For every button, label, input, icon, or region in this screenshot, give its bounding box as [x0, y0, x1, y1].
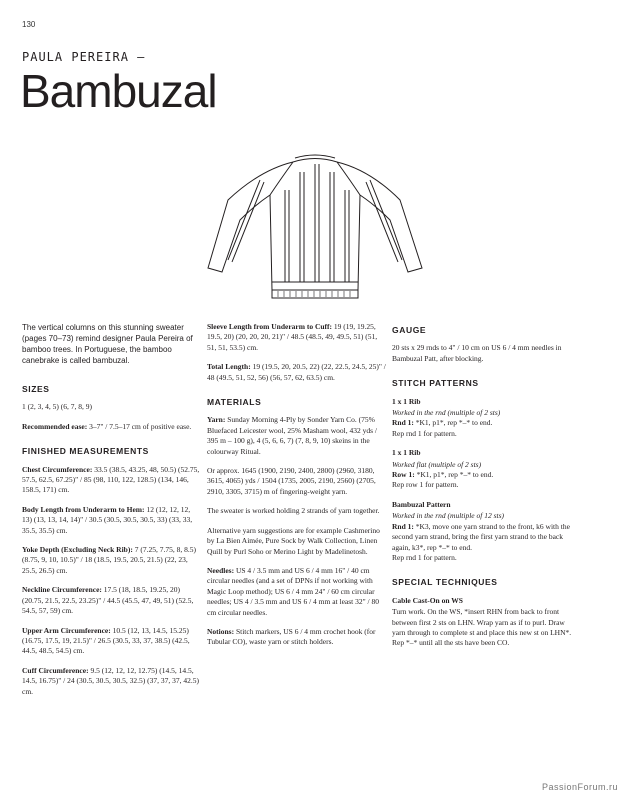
notions — [207, 627, 387, 648]
measurement-text: 9.5 (12, 12, 12, 12.75) (14.5, 14.5, 14.5, 16.75)" / 24 (30.5, 30.5, 30.5, 32.5) (37, 37, 37, 42.5) cm. — [22, 665, 200, 696]
row-label: Rnd 1: — [392, 418, 414, 428]
rib-round-rnd1 — [392, 418, 578, 428]
intro-text: The vertical columns on this stunning sweater (pages 70–73) remind designer Paula Pereira of bamboo trees. In Portuguese, the bamboo canebrake is called bambuzal. — [22, 323, 193, 365]
designer-name: PAULA PEREIRA — — [22, 50, 146, 64]
row-label: Row 1: — [392, 470, 415, 480]
rib-flat-worked: Worked flat (multiple of 2 sts) — [392, 459, 482, 469]
yarn — [207, 415, 387, 457]
notions-text: Stitch markers, US 6 / 4 mm crochet hook (for Tubular CO), waste yarn or stitch holders. — [207, 626, 376, 647]
bambuzal-pattern-repeat: Rep rnd 1 for pattern. — [392, 552, 457, 562]
materials-heading: MATERIALS — [207, 397, 262, 408]
sizes-list: 1 (2, 3, 4, 5) (6, 7, 8, 9) — [22, 402, 92, 412]
gauge-heading: GAUGE — [392, 325, 427, 335]
needles-label: Needles: — [207, 565, 235, 575]
measurement-text: 19 (19.5, 20, 20.5, 22) (22, 22.5, 24.5, 25)" / 48 (49.5, 51, 52, 56) (56, 57, 62, 63.5) cm. — [207, 362, 386, 382]
ease-label: Recommended ease: — [22, 421, 88, 431]
measurement-text: 33.5 (38.5, 43.25, 48, 50.5) (52.75, 57.5, 62.5, 67.25)" / 85 (98, 110, 122, 128.5) (134, 146, 158.5, 171) cm. — [22, 464, 200, 495]
measurement-label: Chest Circumference: — [22, 464, 93, 474]
yarn-text: Sunday Morning 4-Ply by Sonder Yarn Co. (75% Bluefaced Leicester wool, 25% Masham wool, 432 yds / 395 m – 100 g), 4 (5, 6, 6, 7) (7, 8, 9, 10) skeins in the colourway Ritual. — [207, 415, 377, 456]
page-number: 130 — [22, 20, 36, 29]
row-text: *K1, p1*, rep *–* to end. — [414, 470, 494, 480]
column-right — [392, 322, 578, 658]
rib-flat-row1 — [392, 470, 578, 480]
cable-cast-on-text: Turn work. On the WS, *insert RHN from back to front between first 2 sts on LHN. Wrap yarn as if to purl. Draw yarn through to complete st and place this new st on LHN*. Rep *–* until all the sts have been CO. — [392, 607, 572, 648]
rib-round-worked: Worked in the rnd (multiple of 2 sts) — [392, 408, 501, 418]
cuff-circumference — [22, 666, 202, 697]
rib-flat-title: 1 x 1 Rib — [392, 448, 421, 458]
yarn-approx: Or approx. 1645 (1900, 2190, 2400, 2800) (2960, 3180, 3615, 4065) yds / 1504 (1735, 2005, 2190, 2560) (2705, 2910, 3305, 3715) m of fingering-weight yarn. — [207, 466, 376, 496]
yoke-depth — [22, 545, 202, 576]
measurement-text: 19 (19, 19.25, 19.5, 20) (20, 20, 20, 21)" / 48.5 (48.5, 49, 49.5, 51) (51, 51, 51, 53.5) cm. — [207, 322, 378, 352]
measurement-label: Cuff Circumference: — [22, 665, 89, 675]
special-techniques-heading: SPECIAL TECHNIQUES — [392, 577, 498, 588]
gauge-text: 20 sts x 29 rnds to 4" / 10 cm on US 6 / 4 mm needles in Bambuzal Patt, after blocking. — [392, 343, 562, 363]
rib-round-repeat: Rep rnd 1 for pattern. — [392, 428, 457, 438]
needles — [207, 566, 387, 618]
upper-arm-circumference — [22, 626, 202, 657]
measurement-label: Sleeve Length from Underarm to Cuff: — [207, 322, 333, 331]
measurement-label: Yoke Depth (Excluding Neck Rib): — [22, 545, 133, 555]
cable-cast-on-title: Cable Cast-On on WS — [392, 595, 463, 605]
column-left — [22, 322, 202, 706]
chest-circumference — [22, 465, 202, 496]
finished-measurements-heading: FINISHED MEASUREMENTS — [22, 446, 149, 457]
recommended-ease — [22, 422, 202, 432]
strands-note: The sweater is worked holding 2 strands of yarn together. — [207, 506, 380, 516]
column-middle — [207, 322, 387, 657]
row-label: Rnd 1: — [392, 521, 414, 531]
alternative-yarns: Alternative yarn suggestions are for example Cashmerino by La Bien Aimée, Pure Sock by Walk Collection, Linen Quill by Purl Soho or Merino Light by Madelinetosh. — [207, 525, 380, 556]
sleeve-length — [207, 322, 387, 353]
measurement-label: Body Length from Underarm to Hem: — [22, 504, 145, 514]
pattern-title: Bambuzal — [20, 65, 217, 117]
row-text: *K1, p1*, rep *–* to end. — [413, 418, 493, 428]
neckline-circumference — [22, 585, 202, 616]
measurement-label: Neckline Circumference: — [22, 585, 102, 595]
measurement-text: 12 (12, 12, 12, 13) (13, 13, 14, 14)" / 30.5 (30.5, 30.5, 30.5, 33) (33, 33, 35.5, 35.5) cm. — [22, 504, 193, 535]
measurement-text: 17.5 (18, 18.5, 19.25, 20) (20.75, 21.5, 22.5, 23.25)" / 44.5 (45.5, 47, 49, 51) (52.5, 54.5, 57, 59) cm. — [22, 585, 194, 616]
measurement-text: 7 (7.25, 7.75, 8, 8.5) (8.75, 9, 10, 10.5)" / 18 (18.5, 19.5, 20.5, 21.5) (22, 23, 25.5, 26.5) cm. — [22, 545, 196, 575]
measurement-text: 10.5 (12, 13, 14.5, 15.25) (16.75, 17.5, 19, 21.5)" / 26.5 (30.5, 33, 37, 38.5) (42.5, 44.5, 48.5, 54.5) cm. — [22, 625, 190, 656]
bambuzal-pattern-worked: Worked in the rnd (multiple of 12 sts) — [392, 511, 505, 521]
sizes-heading: SIZES — [22, 384, 50, 394]
watermark: PassionForum.ru — [541, 782, 618, 792]
yarn-label: Yarn: — [207, 415, 226, 425]
measurement-label: Total Length: — [207, 362, 251, 372]
rib-flat-repeat: Rep row 1 for pattern. — [392, 480, 459, 490]
sweater-illustration — [200, 150, 430, 310]
needles-text: US 4 / 3.5 mm and US 6 / 4 mm 16" / 40 cm circular needles (and a set of DPNs if not working with Magic Loop method); US 6 / 4 mm 24" / 60 cm circular needles; US 4 / 3.5 mm and US 6 / 4 mm at least 32" / 80 cm circular needles. — [207, 565, 380, 617]
bambuzal-pattern-title: Bambuzal Pattern — [392, 499, 451, 509]
ease-text: 3–7" / 7.5–17 cm of positive ease. — [87, 421, 192, 431]
total-length — [207, 362, 387, 383]
body-length — [22, 505, 202, 536]
stitch-patterns-heading: STITCH PATTERNS — [392, 378, 479, 389]
rib-round-title: 1 x 1 Rib — [392, 396, 421, 406]
row-text: *K3, move one yarn strand to the front, k6 with the second yarn strand, bring the first yarn strand to the back again, k3*, rep *–* to end. — [392, 521, 570, 552]
notions-label: Notions: — [207, 626, 235, 636]
bambuzal-pattern-rnd1 — [392, 522, 578, 553]
measurement-label: Upper Arm Circumference: — [22, 625, 111, 635]
